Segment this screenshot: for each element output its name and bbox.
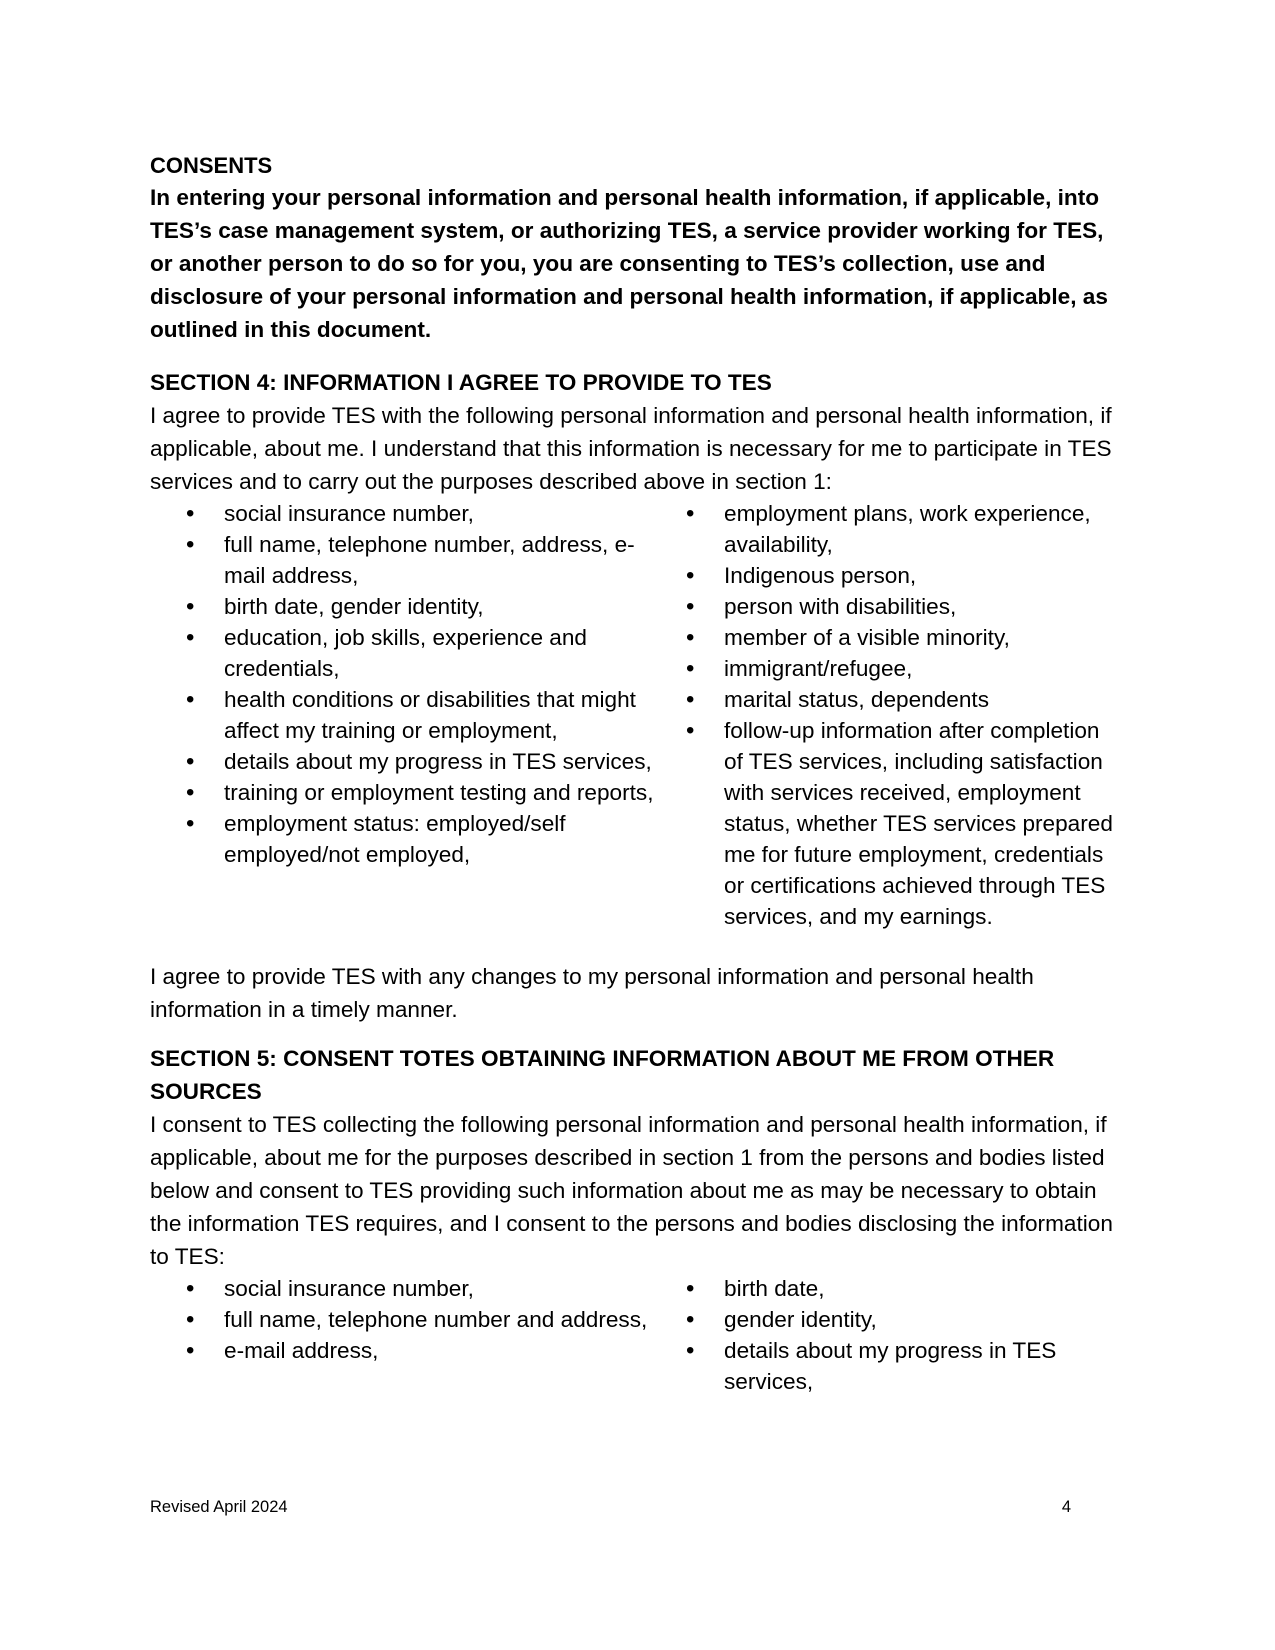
list-item: • education, job skills, experience and credentials, [150, 622, 674, 684]
document-page [150, 150, 1130, 1397]
list-item: • health conditions or disabilities that might affect my training or employment, [150, 684, 674, 746]
list-item: • Indigenous person, [674, 560, 1114, 591]
footer-page-number: 4 [1061, 1498, 1071, 1516]
section-4-right-list [674, 498, 1114, 932]
section-4-closing: I agree to provide TES with any changes to my personal information and personal health information in a timely manner. [150, 964, 1034, 1022]
section-4-heading: SECTION 4: INFORMATION I AGREE TO PROVIDE TO TES [150, 370, 772, 395]
list-item: • training or employment testing and reports, [150, 777, 674, 808]
list-item: • social insurance number, [150, 1273, 674, 1304]
section-5-intro: I consent to TES collecting the following personal information and personal health information, if applicable, about me for the purposes described in section 1 from the persons and bodies listed below and consent to TES providing such information about me as may be necessary to obtain the information TES requires, and I consent to the persons and bodies disclosing the information to TES: [150, 1112, 1113, 1269]
section-5-left-list [150, 1273, 674, 1397]
list-item: • birth date, gender identity, [150, 591, 674, 622]
list-item: • full name, telephone number and address, [150, 1304, 674, 1335]
list-item: • member of a visible minority, [674, 622, 1114, 653]
list-item: • details about my progress in TES services, [150, 746, 674, 777]
section-4-item-columns [150, 498, 1130, 932]
list-item: • e-mail address, [150, 1335, 674, 1366]
list-item: • marital status, dependents [674, 684, 1114, 715]
consents-heading: CONSENTS [150, 153, 273, 178]
list-item: • gender identity, [674, 1304, 1114, 1335]
section-4-left-list [150, 498, 674, 932]
section-5-item-columns [150, 1273, 1130, 1397]
section-4-intro: I agree to provide TES with the following personal information and personal health information, if applicable, about me. I understand that this information is necessary for me to participate in TES services and to carry out the purposes described above in section 1: [150, 403, 1112, 494]
list-item: • person with disabilities, [674, 591, 1114, 622]
list-item: • full name, telephone number, address, e-mail address, [150, 529, 674, 591]
list-item: • immigrant/refugee, [674, 653, 1114, 684]
list-item: • employment status: employed/self employed/not employed, [150, 808, 674, 870]
footer-revised-date: Revised April 2024 [150, 1498, 288, 1516]
list-item: • birth date, [674, 1273, 1114, 1304]
consents-statement: In entering your personal information and personal health information, if applicable, into TES’s case management system, or authorizing TES, a service provider working for TES, or another person to do so for you, you are consenting to TES’s collection, use and disclosure of your personal information and personal health information, if applicable, as outlined in this document. [150, 185, 1108, 342]
list-item: • employment plans, work experience, availability, [674, 498, 1114, 560]
list-item: • social insurance number, [150, 498, 674, 529]
list-item: • details about my progress in TES services, [674, 1335, 1114, 1397]
section-5-heading: SECTION 5: CONSENT TOTES OBTAINING INFORMATION ABOUT ME FROM OTHER SOURCES [150, 1046, 1055, 1104]
section-5-right-list [674, 1273, 1114, 1397]
list-item: • follow-up information after completion of TES services, including satisfaction with services received, employment status, whether TES services prepared me for future employment, credentials or certifications achieved through TES services, and my earnings. [674, 715, 1114, 932]
